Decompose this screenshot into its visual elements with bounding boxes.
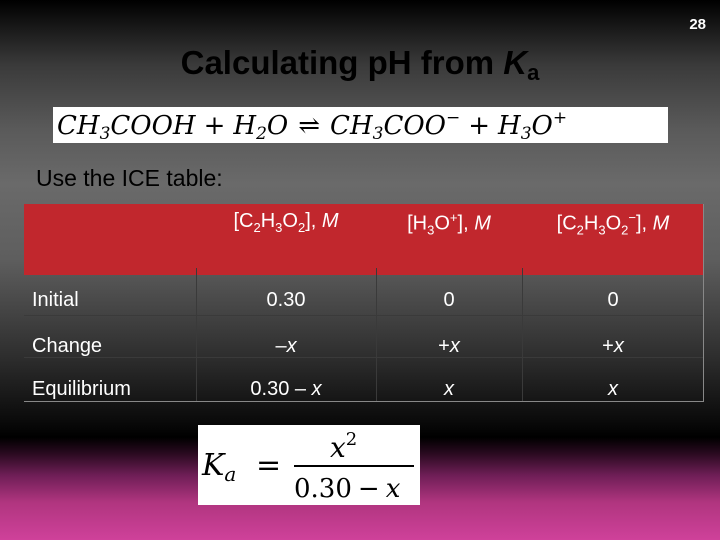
header-acetic-acid: $[C_2H_3O_2]$, M	[196, 204, 376, 275]
row-label-equilibrium: Equilibrium	[32, 378, 131, 400]
slide-title	[0, 44, 720, 86]
table-row-change	[24, 325, 704, 368]
column-divider	[376, 268, 377, 402]
column-divider	[196, 268, 197, 402]
table-row-initial	[24, 275, 704, 325]
change-acetic-acid: –x	[275, 335, 297, 357]
row-label-change: Change	[32, 335, 103, 357]
initial-acetate: 0	[607, 288, 619, 311]
ka-numerator: $x^2$	[330, 429, 358, 464]
row-divider	[24, 357, 704, 358]
equilibrium-acetate: x	[608, 378, 618, 400]
row-label-initial: Initial	[32, 288, 79, 311]
instruction-text: Use the ICE table:	[36, 165, 223, 191]
ka-symbol: $K_a$	[202, 448, 237, 486]
initial-acetic-acid: 0.30	[266, 288, 306, 311]
header-acetate: $[C_2H_3O_2^-]$, M	[522, 204, 704, 275]
change-hydronium: +x	[438, 335, 460, 357]
equilibrium-hydronium: x	[444, 378, 454, 400]
change-acetate: +x	[602, 335, 624, 357]
title-ka-symbol: K	[503, 44, 528, 81]
table-row-equilibrium	[24, 368, 704, 411]
ka-denominator: 0.30 − x	[294, 474, 401, 504]
equilibrium-equation	[53, 107, 668, 143]
slide-number: 28	[689, 16, 706, 33]
ka-equals: =	[256, 448, 282, 483]
ice-table	[24, 204, 704, 411]
title-text: Calculating pH from	[180, 44, 504, 81]
table-header-row	[24, 204, 704, 275]
title-ka-subscript: a	[527, 60, 540, 85]
ka-expression	[198, 425, 420, 505]
equilibrium-acetic-acid: 0.30 – x	[250, 378, 322, 400]
header-empty	[24, 204, 196, 275]
equation-text: CH3COOH + H2O ⇌ CH3COO− + H3O+	[57, 108, 568, 143]
column-divider	[522, 268, 523, 402]
row-divider	[24, 315, 704, 316]
initial-hydronium: 0	[443, 288, 455, 311]
header-hydronium: $[H_3O^+]$, M	[376, 204, 522, 275]
